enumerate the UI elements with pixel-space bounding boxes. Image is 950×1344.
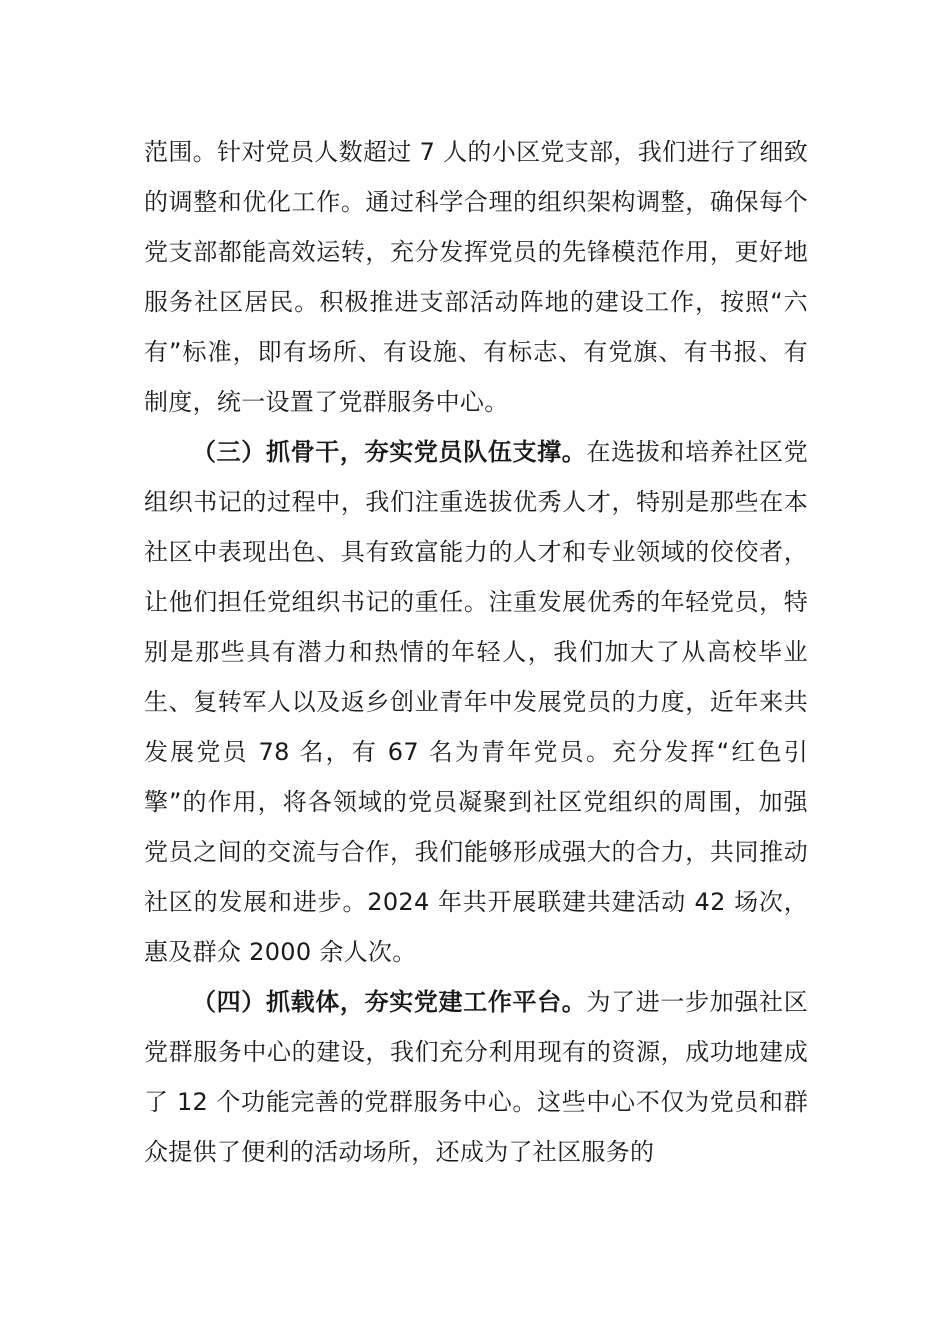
paragraph-section-3	[144, 427, 808, 977]
paragraph-text: 范围。针对党员人数超过 7 人的小区党支部，我们进行了细致的调整和优化工作。通过科学合理的组织架构调整，确保每个党支部都能高效运转，充分发挥党员的先锋模范作用，更好地服务社区居民。积极推进支部活动阵地的建设工作，按照“六有”标准，即有场所、有设施、有标志、有党旗、有书报、有制度，统一设置了党群服务中心。	[144, 138, 808, 416]
paragraph-text: 为了进一步加强社区党群服务中心的建设，我们充分利用现有的资源，成功地建成了 12 个功能完善的党群服务中心。这些中心不仅为党员和群众提供了便利的活动场所，还成为了社区服务的	[144, 988, 808, 1166]
section-heading: （四）抓载体，夯实党建工作平台。	[192, 988, 587, 1016]
paragraph-continuation	[144, 127, 808, 427]
paragraph-text: 在选拔和培养社区党组织书记的过程中，我们注重选拔优秀人才，特别是那些在本社区中表现出色、具有致富能力的人才和专业领域的佼佼者，让他们担任党组织书记的重任。注重发展优秀的年轻党员，特别是那些具有潜力和热情的年轻人，我们加大了从高校毕业生、复转军人以及返乡创业青年中发展党员的力度，近年来共发展党员 78 名，有 67 名为青年党员。充分发挥“红色引擎”的作用，将各领域的党员凝聚到社区党组织的周围，加强党员之间的交流与合作，我们能够形成强大的合力，共同推动社区的发展和进步。2024 年共开展联建共建活动 42 场次，惠及群众 2000 余人次。	[144, 438, 808, 966]
document-body	[144, 127, 808, 1177]
paragraph-section-4	[144, 977, 808, 1177]
section-heading: （三）抓骨干，夯实党员队伍支撑。	[192, 438, 587, 466]
